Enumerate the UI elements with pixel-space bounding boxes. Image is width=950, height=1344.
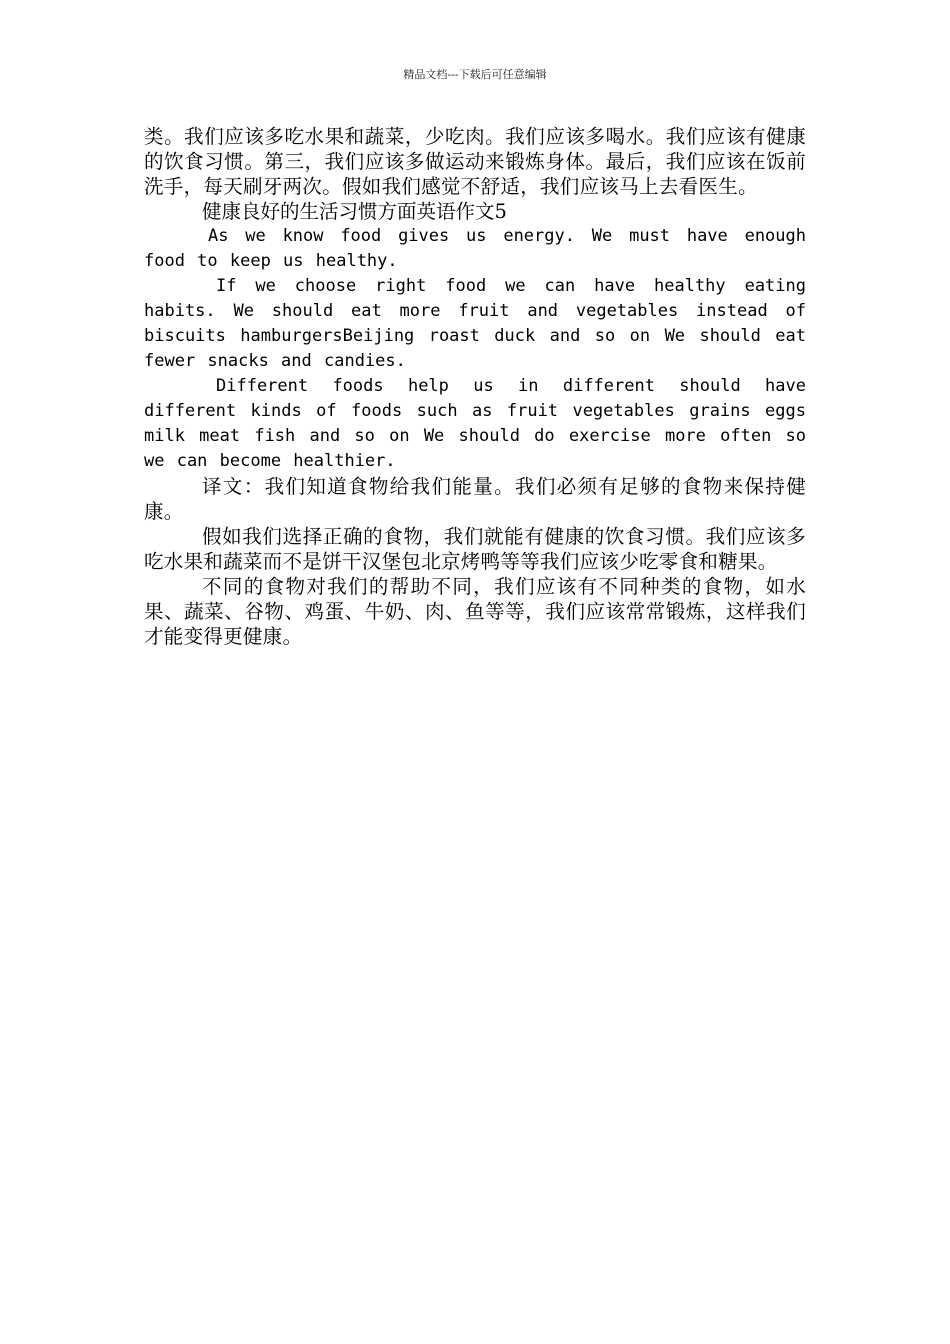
english-paragraph-2: If we choose right food we can have healthy eating habits. We should eat more fruit and vegetables instead of biscuits hamburgersBeijing roast duck and so on We should eat fewer snacks and candies. bbox=[144, 276, 806, 371]
paragraph-continuation: 类。我们应该多吃水果和蔬菜，少吃肉。我们应该多喝水。我们应该有健康的饮食习惯。第三，我们应该多做运动来锻炼身体。最后，我们应该在饭前洗手，每天刷牙两次。假如我们感觉不舒适，我们应该马上去看医生。 bbox=[144, 125, 806, 198]
translation-paragraph-1: 译文：我们知道食物给我们能量。我们必须有足够的食物来保持健康。 bbox=[144, 475, 806, 523]
translation-paragraph-2: 假如我们选择正确的食物，我们就能有健康的饮食习惯。我们应该多吃水果和蔬菜而不是饼干汉堡包北京烤鸭等等我们应该少吃零食和糖果。 bbox=[144, 525, 806, 573]
translation-paragraph-3: 不同的食物对我们的帮助不同，我们应该有不同种类的食物，如水果、蔬菜、谷物、鸡蛋、牛奶、肉、鱼等等，我们应该常常锻炼，这样我们才能变得更健康。 bbox=[144, 575, 806, 648]
section-heading: 健康良好的生活习惯方面英语作文5 bbox=[202, 200, 507, 223]
english-paragraph-1: As we know food gives us energy. We must have enough food to keep us healthy. bbox=[144, 226, 806, 271]
page-header: 精品文档---下载后可任意编辑 bbox=[403, 68, 547, 81]
english-paragraph-3: Different foods help us in different should have different kinds of foods such as fruit vegetables grains eggs milk meat fish and so on We should do exercise more often so we can become healthier. bbox=[144, 376, 806, 471]
document-body bbox=[144, 124, 806, 649]
